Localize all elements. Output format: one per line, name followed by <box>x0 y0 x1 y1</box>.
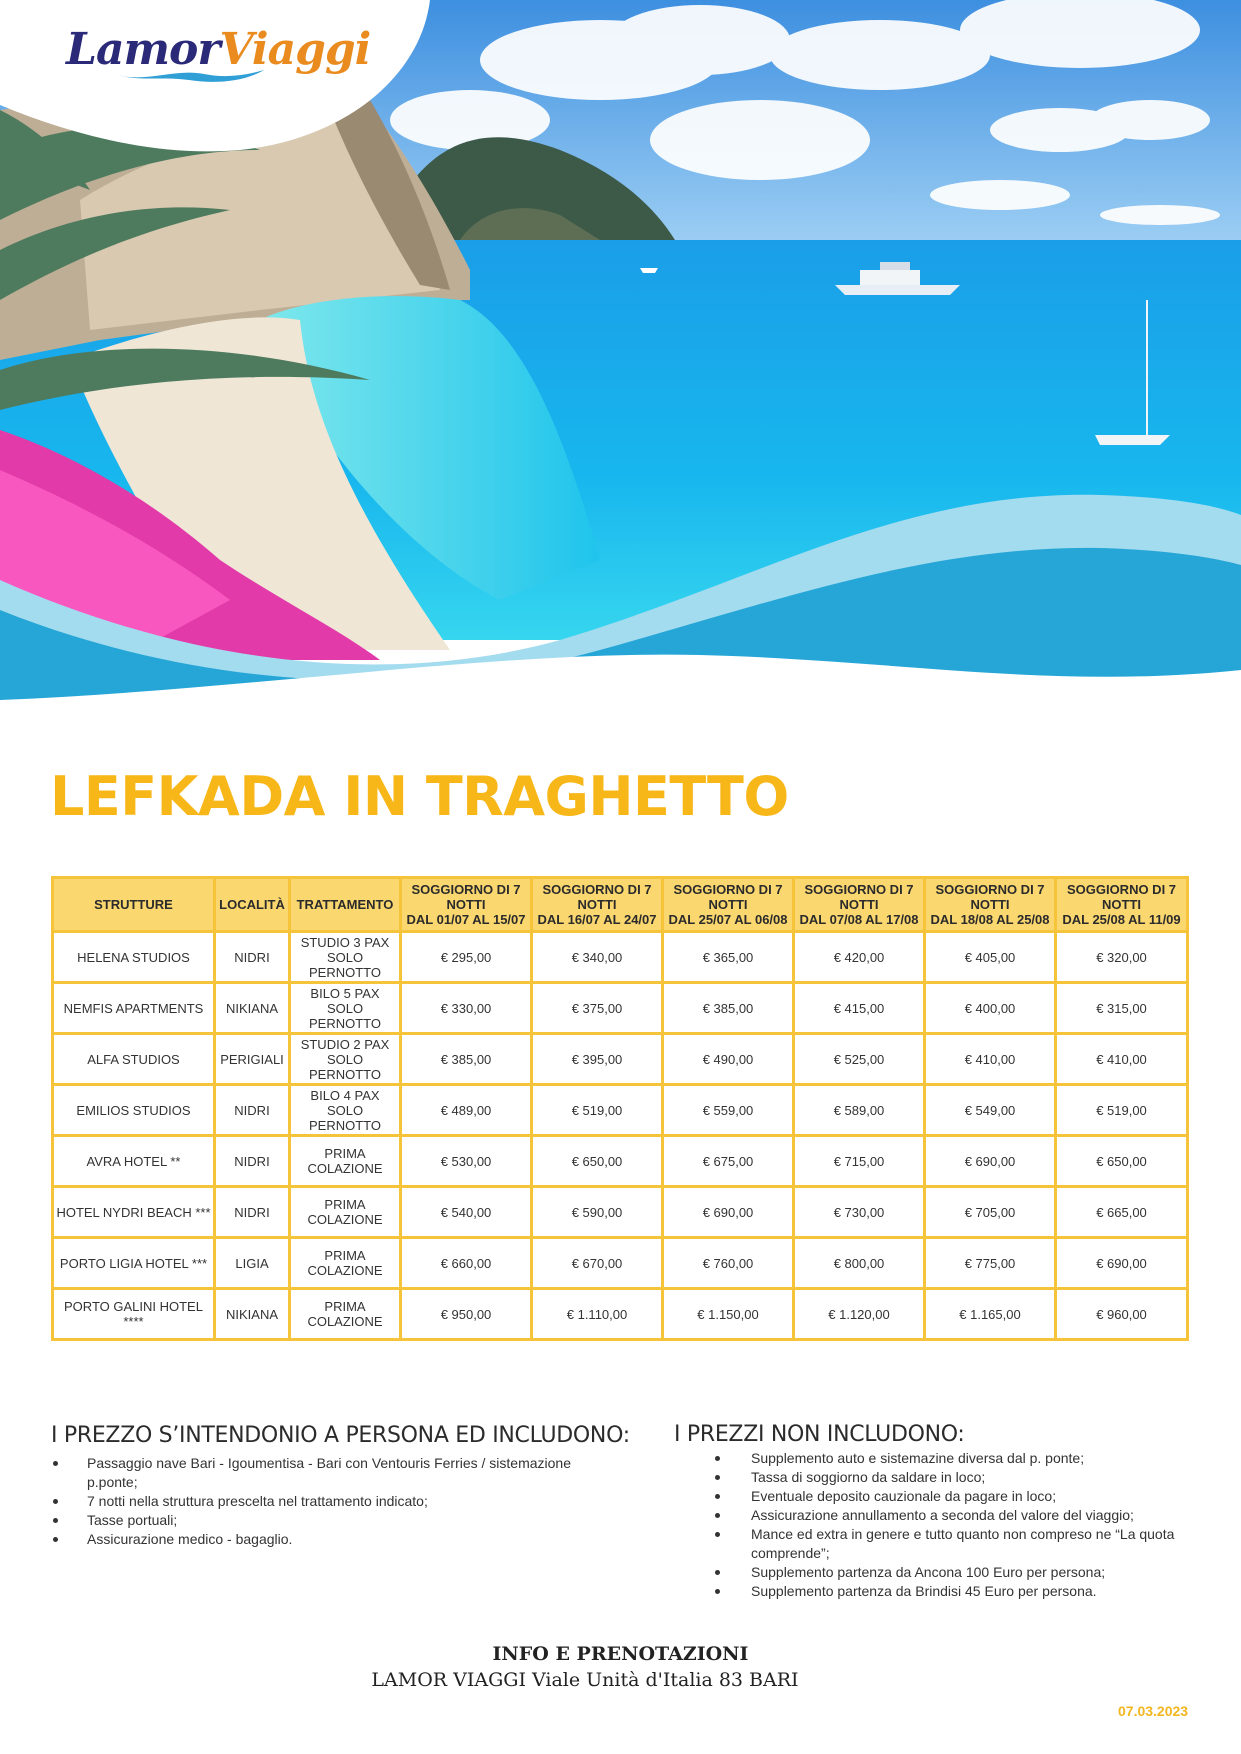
cell-price: € 650,00 <box>1056 1136 1188 1187</box>
cell-price: € 559,00 <box>663 1085 794 1136</box>
table-row <box>53 932 1188 983</box>
cell-struttura: HELENA STUDIOS <box>53 932 215 983</box>
list-item: Supplemento auto e sistemazine diversa dal p. ponte; <box>674 1449 1194 1468</box>
cell-price: € 589,00 <box>794 1085 925 1136</box>
included-title: I PREZZO S’INTENDONIO A PERSONA ED INCLUDONO: <box>51 1423 630 1448</box>
cell-price: € 660,00 <box>401 1238 532 1289</box>
cell-price: € 395,00 <box>532 1034 663 1085</box>
cell-price: € 549,00 <box>925 1085 1056 1136</box>
cell-price: € 715,00 <box>794 1136 925 1187</box>
cell-price: € 519,00 <box>1056 1085 1188 1136</box>
list-item: Assicurazione annullamento a seconda del valore del viaggio; <box>674 1506 1194 1525</box>
info-title: INFO E PRENOTAZIONI <box>492 1643 749 1665</box>
header-period-1: SOGGIORNO DI 7 NOTTI DAL 01/07 AL 15/07 <box>401 878 532 932</box>
list-item: Tasse portuali; <box>51 1511 611 1530</box>
table-row <box>53 1238 1188 1289</box>
cell-price: € 525,00 <box>794 1034 925 1085</box>
cell-localita: LIGIA <box>215 1238 290 1289</box>
cell-price: € 690,00 <box>663 1187 794 1238</box>
cell-price: € 950,00 <box>401 1289 532 1340</box>
cell-price: € 410,00 <box>925 1034 1056 1085</box>
cell-price: € 590,00 <box>532 1187 663 1238</box>
cell-price: € 690,00 <box>925 1136 1056 1187</box>
cell-struttura: HOTEL NYDRI BEACH *** <box>53 1187 215 1238</box>
cell-price: € 295,00 <box>401 932 532 983</box>
cell-price: € 410,00 <box>1056 1034 1188 1085</box>
list-item: Supplemento partenza da Ancona 100 Euro per persona; <box>674 1563 1194 1582</box>
cell-trattamento: BILO 5 PAX SOLO PERNOTTO <box>290 983 401 1034</box>
header-period-5: SOGGIORNO DI 7 NOTTI DAL 18/08 AL 25/08 <box>925 878 1056 932</box>
cell-price: € 330,00 <box>401 983 532 1034</box>
list-item: Supplemento partenza da Brindisi 45 Euro per persona. <box>674 1582 1194 1601</box>
excluded-list <box>674 1449 1194 1601</box>
cell-price: € 800,00 <box>794 1238 925 1289</box>
logo-part-1: Lamor <box>66 24 220 75</box>
cell-price: € 420,00 <box>794 932 925 983</box>
table-row <box>53 983 1188 1034</box>
cell-price: € 730,00 <box>794 1187 925 1238</box>
cell-localita: NIDRI <box>215 932 290 983</box>
list-item: Passaggio nave Bari - Igoumentisa - Bari con Ventouris Ferries / sistemazione p.ponte; <box>51 1454 611 1492</box>
cell-price: € 1.165,00 <box>925 1289 1056 1340</box>
cell-price: € 1.150,00 <box>663 1289 794 1340</box>
cell-price: € 385,00 <box>663 983 794 1034</box>
cell-localita: NIDRI <box>215 1085 290 1136</box>
cell-localita: NIKIANA <box>215 1289 290 1340</box>
wave-icon <box>114 66 264 84</box>
included-section <box>51 1423 630 1549</box>
header-localita: LOCALITÀ <box>215 878 290 932</box>
header-period-3: SOGGIORNO DI 7 NOTTI DAL 25/07 AL 06/08 <box>663 878 794 932</box>
cell-struttura: NEMFIS APARTMENTS <box>53 983 215 1034</box>
agency-address: LAMOR VIAGGI Viale Unità d'Italia 83 BARI <box>371 1669 799 1691</box>
cell-trattamento: PRIMA COLAZIONE <box>290 1136 401 1187</box>
cell-struttura: AVRA HOTEL ** <box>53 1136 215 1187</box>
beach-illustration <box>0 0 1241 735</box>
logo-part-2: Viaggi <box>219 24 371 75</box>
header-strutture: STRUTTURE <box>53 878 215 932</box>
page-title: LEFKADA IN TRAGHETTO <box>50 765 789 828</box>
cell-price: € 690,00 <box>1056 1238 1188 1289</box>
table-row <box>53 1034 1188 1085</box>
cell-struttura: EMILIOS STUDIOS <box>53 1085 215 1136</box>
cell-trattamento: PRIMA COLAZIONE <box>290 1238 401 1289</box>
cell-localita: PERIGIALI <box>215 1034 290 1085</box>
hero-image <box>0 0 1241 735</box>
list-item: Assicurazione medico - bagaglio. <box>51 1530 611 1549</box>
cell-price: € 320,00 <box>1056 932 1188 983</box>
header-trattamento: TRATTAMENTO <box>290 878 401 932</box>
cell-price: € 760,00 <box>663 1238 794 1289</box>
document-date: 07.03.2023 <box>1118 1703 1189 1719</box>
cell-trattamento: STUDIO 3 PAX SOLO PERNOTTO <box>290 932 401 983</box>
table-header-row <box>53 878 1188 932</box>
cell-price: € 405,00 <box>925 932 1056 983</box>
cell-price: € 315,00 <box>1056 983 1188 1034</box>
table-row <box>53 1187 1188 1238</box>
table-row <box>53 1136 1188 1187</box>
cell-price: € 385,00 <box>401 1034 532 1085</box>
cell-price: € 530,00 <box>401 1136 532 1187</box>
cell-trattamento: BILO 4 PAX SOLO PERNOTTO <box>290 1085 401 1136</box>
cell-price: € 650,00 <box>532 1136 663 1187</box>
cell-price: € 519,00 <box>532 1085 663 1136</box>
list-item: Mance ed extra in genere e tutto quanto non compreso ne “La quota comprende”; <box>674 1525 1194 1563</box>
cell-trattamento: STUDIO 2 PAX SOLO PERNOTTO <box>290 1034 401 1085</box>
cell-price: € 490,00 <box>663 1034 794 1085</box>
list-item: 7 notti nella struttura prescelta nel trattamento indicato; <box>51 1492 611 1511</box>
cell-localita: NIDRI <box>215 1136 290 1187</box>
cell-price: € 540,00 <box>401 1187 532 1238</box>
cell-struttura: PORTO GALINI HOTEL **** <box>53 1289 215 1340</box>
cell-trattamento: PRIMA COLAZIONE <box>290 1289 401 1340</box>
cell-price: € 365,00 <box>663 932 794 983</box>
cell-price: € 705,00 <box>925 1187 1056 1238</box>
header-period-2: SOGGIORNO DI 7 NOTTI DAL 16/07 AL 24/07 <box>532 878 663 932</box>
cell-price: € 665,00 <box>1056 1187 1188 1238</box>
header-period-6: SOGGIORNO DI 7 NOTTI DAL 25/08 AL 11/09 <box>1056 878 1188 932</box>
cell-price: € 400,00 <box>925 983 1056 1034</box>
cell-price: € 1.110,00 <box>532 1289 663 1340</box>
excluded-section <box>674 1422 1194 1601</box>
cell-price: € 489,00 <box>401 1085 532 1136</box>
cell-price: € 670,00 <box>532 1238 663 1289</box>
cell-price: € 775,00 <box>925 1238 1056 1289</box>
list-item: Eventuale deposito cauzionale da pagare in loco; <box>674 1487 1194 1506</box>
cell-price: € 675,00 <box>663 1136 794 1187</box>
cell-struttura: PORTO LIGIA HOTEL *** <box>53 1238 215 1289</box>
excluded-title: I PREZZI NON INCLUDONO: <box>674 1422 965 1447</box>
table-row <box>53 1085 1188 1136</box>
table-row <box>53 1289 1188 1340</box>
cell-price: € 340,00 <box>532 932 663 983</box>
list-item: Tassa di soggiorno da saldare in loco; <box>674 1468 1194 1487</box>
cell-struttura: ALFA STUDIOS <box>53 1034 215 1085</box>
price-table <box>51 876 1189 1341</box>
cell-price: € 415,00 <box>794 983 925 1034</box>
cell-price: € 375,00 <box>532 983 663 1034</box>
cell-price: € 1.120,00 <box>794 1289 925 1340</box>
cell-localita: NIKIANA <box>215 983 290 1034</box>
included-list <box>51 1454 611 1549</box>
cell-localita: NIDRI <box>215 1187 290 1238</box>
cell-price: € 960,00 <box>1056 1289 1188 1340</box>
lamor-viaggi-logo <box>66 22 371 84</box>
header-period-4: SOGGIORNO DI 7 NOTTI DAL 07/08 AL 17/08 <box>794 878 925 932</box>
cell-trattamento: PRIMA COLAZIONE <box>290 1187 401 1238</box>
